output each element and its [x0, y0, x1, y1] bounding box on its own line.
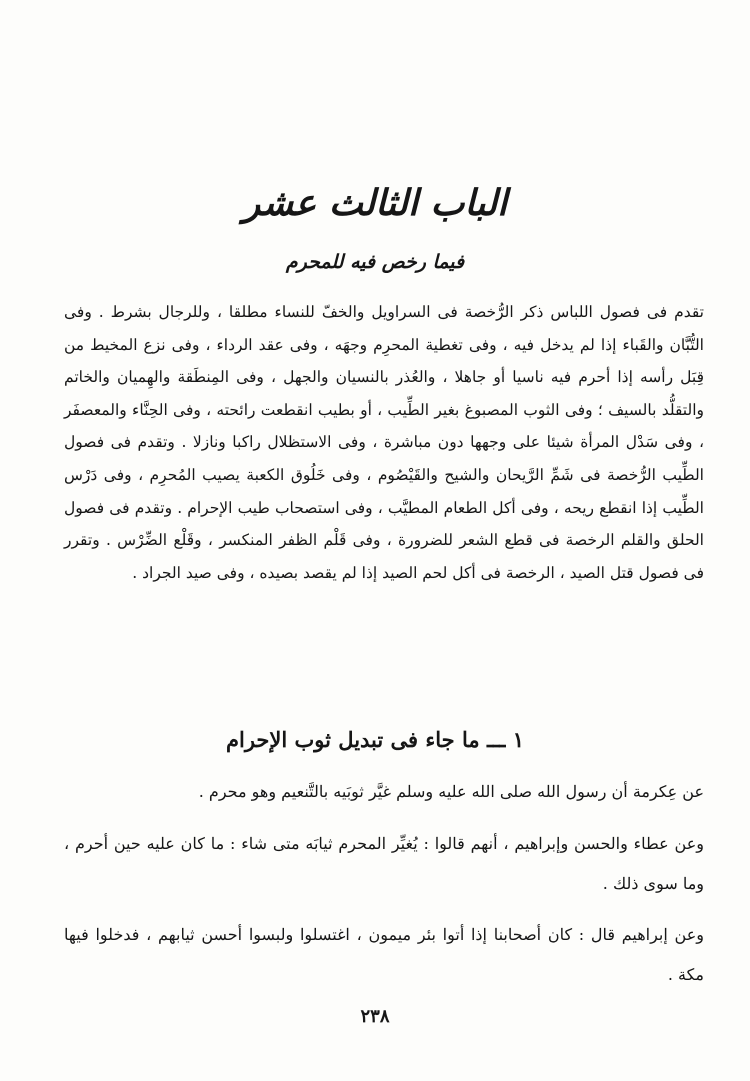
- narration-paragraph: عن عِكرمة أن رسول الله صلى الله عليه وسلم غيَّر ثوبَيه بالتَّنعيم وهو محرم .: [198, 782, 704, 801]
- section-number: ١: [512, 727, 524, 752]
- page-number: ٢٣٨: [360, 1006, 390, 1027]
- intro-paragraph: تقدم فى فصول اللباس ذكر الرُّخصة فى السراويل والخفّ للنساء مطلقا ، وللرجال بشرط . وفى التُّبَّان والقَباء إذا لم يدخل فيه ، وفى تغطية المحرِم وجهَه ، وفى عقد الرداء ، وفى نزع المخيط من قِبَل رأسه إذا أحرم فيه ناسيا أو جاهلا ، والعُذر بالنسيان والجهل ، وفى المِنطَقة والهِميان والخاتم والتقلُّد بالسيف ؛ وفى الثوب المصبوغ بغير الطِّيب ، أو بطيب انقطعت رائحته ، وفى الحِنَّاء والمعصفَر ، وفى سَدْل المرأة شيئا على وجهها دون مباشرة ، وفى الاستظلال راكبا ونازلا . وتقدم فى فصول الطِّيب الرُّخصة فى شَمِّ الرَّيحان والشيح والقَيْصُوم ، وفى خَلُوق الكعبة يصيب المُحرِم ، وفى دَرْس الطِّيب إذا انقطع ريحه ، وفى أكل الطعام المطيَّب ، وفى استصحاب طيب الإحرام . وتقدم فى فصول الحلق والقلم الرخصة فى قطع الشعر للضرورة ، وفى قَلْم الظفر المنكسر ، وقَلْع الضِّرْس . وتقرر فى فصول قتل الصيد ، الرخصة فى أكل لحم الصيد إذا لم يقصد بصيده ، وفى صيد الجراد .: [64, 303, 704, 582]
- chapter-subtitle: فيما رخص فيه للمحرم: [285, 251, 465, 273]
- section-heading: [0, 722, 750, 758]
- section-title: ما جاء فى تبديل ثوب الإحرام: [225, 727, 480, 752]
- narration-paragraph: وعن إبراهيم قال : كان أصحابنا إذا أتوا بئر ميمون ، اغتسلوا ولبسوا أحسن ثيابهم ، فدخلوا فيها مكة .: [64, 925, 704, 984]
- section-dash: ـــ: [486, 727, 506, 752]
- narration-paragraph: وعن عطاء والحسن وإبراهيم ، أنهم قالوا : يُغيِّر المحرم ثيابَه متى شاء : ما كان عليه حين أحرم ، وما سوى ذلك .: [64, 834, 704, 893]
- chapter-title: الباب الثالث عشر: [242, 182, 508, 224]
